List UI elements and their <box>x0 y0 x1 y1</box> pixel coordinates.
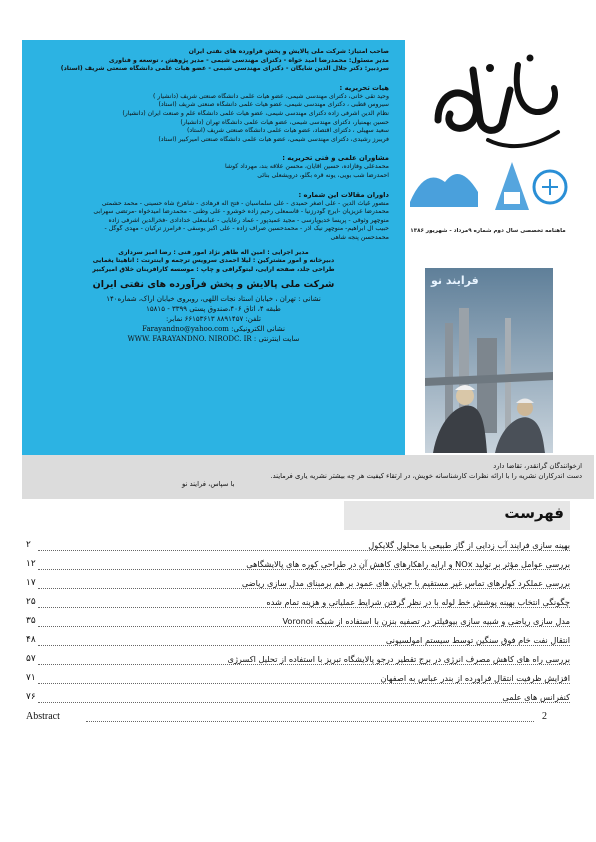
reviewers-title: داوران مقالات این شماره : <box>298 190 389 199</box>
readers-note-line: ازخوانندگان گرانقدر، تقاضا دارد <box>493 462 582 470</box>
toc-entry-title: بررسی راه های کاهش مصرف انرژی در برج تقطیر درجو پالایشگاه تبریز با استفاده از تحلیل اکسرژی <box>225 654 570 664</box>
toc-entry-title: کنفرانس های علمی <box>499 692 570 702</box>
reviewers-line: محمدرضا عزیزیان -ایرج گودرزنیا - قاسمعلی رحیم زاده خوشرو - علی وطنی - محمدرضا امیدخواه -مرتضی سهرابی <box>93 208 389 216</box>
magazine-issue-info: ماهنامه تخصصی سال دوم شماره ۹مرداد - شهریور ۱۳۸۶ <box>410 228 566 234</box>
toc-entry-page: 2 <box>542 711 550 722</box>
table-of-contents <box>26 537 570 727</box>
board-member: حسین بهمنیار، دکترای مهندسی شیمی، عضو هیات علمی دانشگاه تهران (دانشیار) <box>180 118 389 126</box>
publisher-line: صاحب امتیاز: شرکت ملی پالایش و پخش فرآورده های نفتی ایران <box>188 48 389 55</box>
toc-leader <box>38 702 570 703</box>
toc-leader <box>38 607 570 608</box>
toc-entry[interactable] <box>26 556 570 575</box>
toc-entry-title: مدل سازی ریاضی و شبیه سازی بیوفیلتر در تصفیه بنزن با استفاده از شبکه Voronoi <box>279 616 570 626</box>
readers-note-line: دست اندرکاران نشریه را با ارائه نظرات کارشناسانه خویش، در ارتقاء کیفیت هر چه بیشتر نشریه یاری فرمایند. <box>270 472 582 480</box>
address-line: نشانی : تهران ، خیابان استاد نجات اللهی، روبروی خیابان اراک، شماره۱۴۰ <box>106 295 321 304</box>
reviewers-line: حبیب آل ابراهیم- منوچهر نیک آذر - محمدحسین صراف زاده - علی اکبر یوسفی - فرامرز ترکیان - مهدی گوگل - <box>104 225 389 233</box>
toc-entry-page: ۷۶ <box>26 692 39 702</box>
board-member: سعید سهیلی ، دکترای اقتصاد، عضو هیات علمی دانشگاه صنعتی شریف (استاد) <box>186 127 389 135</box>
email-address[interactable]: Farayandno@yahoo.com <box>142 325 229 334</box>
toc-entry-page: ۷۱ <box>26 673 39 683</box>
reviewers-line: محمدحسن پنجه شاهی <box>330 233 389 241</box>
farayand-no-logo-icon <box>400 152 570 217</box>
toc-entry-page: ۴۸ <box>26 635 39 645</box>
toc-leader <box>38 569 570 570</box>
toc-entry-page: ۲۵ <box>26 597 39 607</box>
toc-leader <box>38 550 570 551</box>
email-label: نشانی الکترونیکی: <box>231 325 285 334</box>
reviewers-line: منصور غیاث الدین - علی اصغر حمیدی - علی سلماسیان - فتح اله فرهادی - شاهرخ شاه حسینی - محمد حشمتی <box>101 199 389 207</box>
toc-leader <box>38 683 570 684</box>
company-name: شرکت ملی پالایش و پخش فرآورده های نفتی ایران <box>92 279 335 291</box>
toc-leader <box>38 626 570 627</box>
board-member: سیروس قطبی ، دکترای مهندسی شیمی، عضو هیات علمی دانشگاه صنعتی شریف (استاد) <box>158 101 389 109</box>
toc-entry[interactable] <box>26 670 570 689</box>
toc-entry-title: Abstract <box>26 711 63 722</box>
toc-entry-title: بهینه سازی فرایند آب زدایی از گاز طبیعی با محلول گلایکول <box>365 540 570 550</box>
advisors-title: مشاوران علمی و فنی تحریریه : <box>282 154 389 163</box>
toc-entry-title: افزایش ظرفیت انتقال فراورده از بندر عباس به اصفهان <box>377 673 570 683</box>
toc-entry-title: بررسی عملکرد کولرهای تماس غیر مستقیم با جریان های عمود بر هم برمبنای مدل سازی ریاضی <box>239 578 570 588</box>
phone-line: تلفن: ۸۸۹۱۴۵۷ ۶۶۱۵۳۶۱۳ نمابر: <box>166 315 261 324</box>
toc-entry[interactable] <box>26 613 570 632</box>
advisors-line: محمدعلی وفازاده، حسین آقایان، محسن علاقه بند، مهرداد کوشا <box>225 163 389 171</box>
toc-entry[interactable] <box>26 575 570 594</box>
toc-leader <box>38 664 570 665</box>
toc-entry-abstract[interactable] <box>26 708 570 727</box>
toc-entry-title: بررسی عوامل مؤثر بر تولید NOx و ارایه راهکارهای کاهش آن در طراحی کوره های پالایشگاهی <box>243 559 570 569</box>
toc-entry-page: ۲ <box>26 540 34 550</box>
board-member: نظام الدین اشرفی زاده دکترای مهندسی شیمی، عضو هیات علمی دانشگاه علم و صنعت ایران (دانشیار) <box>122 109 389 117</box>
sponsor-logos <box>400 152 570 217</box>
board-member: وحید تقی خانی، دکترای مهندسی شیمی، عضو هیات علمی دانشگاه صنعتی شریف (دانشیار ) <box>152 92 389 100</box>
website-url[interactable]: WWW. FARAYANDNO. NIRODC. IR <box>127 335 252 344</box>
toc-entry-title: انتقال نفت خام فوق سنگین توسط سیستم امولسیونی <box>383 635 570 645</box>
email-line <box>38 324 389 334</box>
toc-entry-title: چگونگی انتخاب بهینه پوشش خط لوله با در نظر گرفتن شرایط عملیاتی و هزینه تمام شده <box>263 597 570 607</box>
board-member: فریبرز رشیدی، دکترای مهندسی شیمی، عضو هیات علمی دانشگاه صنعتی امیرکبیر (استاد) <box>158 135 389 143</box>
masthead-box <box>22 40 405 455</box>
cover-title: فرایند نو <box>431 274 479 287</box>
calligraphy-logo-icon <box>418 50 568 160</box>
reviewers-line: منوچهر وثوقی - پریسا خدیوپارسی - مجید عمیدپور - عماد رعایایی - عباسعلی خدادادی -فخرالدین اشرفی زاده <box>108 216 389 224</box>
toc-entry[interactable] <box>26 594 570 613</box>
contents-heading: فهرست <box>504 504 564 522</box>
staff-line: دبیرخانه و امور مشترکین : لیلا احمدی سرویس ترجمه و اینترنت : آناهیتا یغمایی <box>92 257 335 265</box>
staff-line: طراحی جلد، صفحه آرایی، لیتوگرافی و چاپ : موسسه کارافرینان خلاق امیرکبیر <box>92 265 335 273</box>
toc-leader <box>38 645 570 646</box>
toc-entry[interactable] <box>26 689 570 708</box>
website-line <box>38 334 389 344</box>
managing-director-line: مدیر مسئول: محمدرضا امید خواه - دکترای مهندسی شیمی - مدیر پژوهش ، توسعه و فناوری <box>108 56 389 64</box>
address-line: طبقه ۴، اتاق ۴۰۶،صندوق پستی ۳۳۹۹ - ۱۵۸۱۵ <box>146 305 281 314</box>
staff-line: مدیر اجرایی : امین اله طاهر نژاد امور فنی : رضا امیر سرداری <box>118 248 309 256</box>
toc-leader <box>86 721 534 722</box>
toc-entry[interactable] <box>26 651 570 670</box>
toc-leader <box>38 588 570 589</box>
website-label: سایت اینترنتی : <box>253 335 300 344</box>
readers-note-box <box>22 455 594 499</box>
toc-entry-page: ۵۷ <box>26 654 39 664</box>
contents-heading-box <box>344 501 570 530</box>
toc-entry-page: ۱۷ <box>26 578 39 588</box>
toc-entry-page: ۱۲ <box>26 559 39 569</box>
readers-note-signature: با سپاس، فرایند نو <box>182 480 235 488</box>
toc-entry[interactable] <box>26 537 570 556</box>
editorial-board-title: هیات تحریریه : <box>339 83 389 92</box>
advisors-line: احمدرضا شب بویی، یونه قره بگلو، درویشعلی بنائی <box>257 171 389 179</box>
editor-in-chief-line: سردبیر: دکتر جلال الدین شایگان - دکترای مهندسی شیمی - عضو هیات علمی دانشگاه صنعتی شریف (استاد) <box>60 65 389 73</box>
toc-entry-page: ۳۵ <box>26 616 39 626</box>
cover-image <box>425 268 553 453</box>
toc-entry[interactable] <box>26 632 570 651</box>
